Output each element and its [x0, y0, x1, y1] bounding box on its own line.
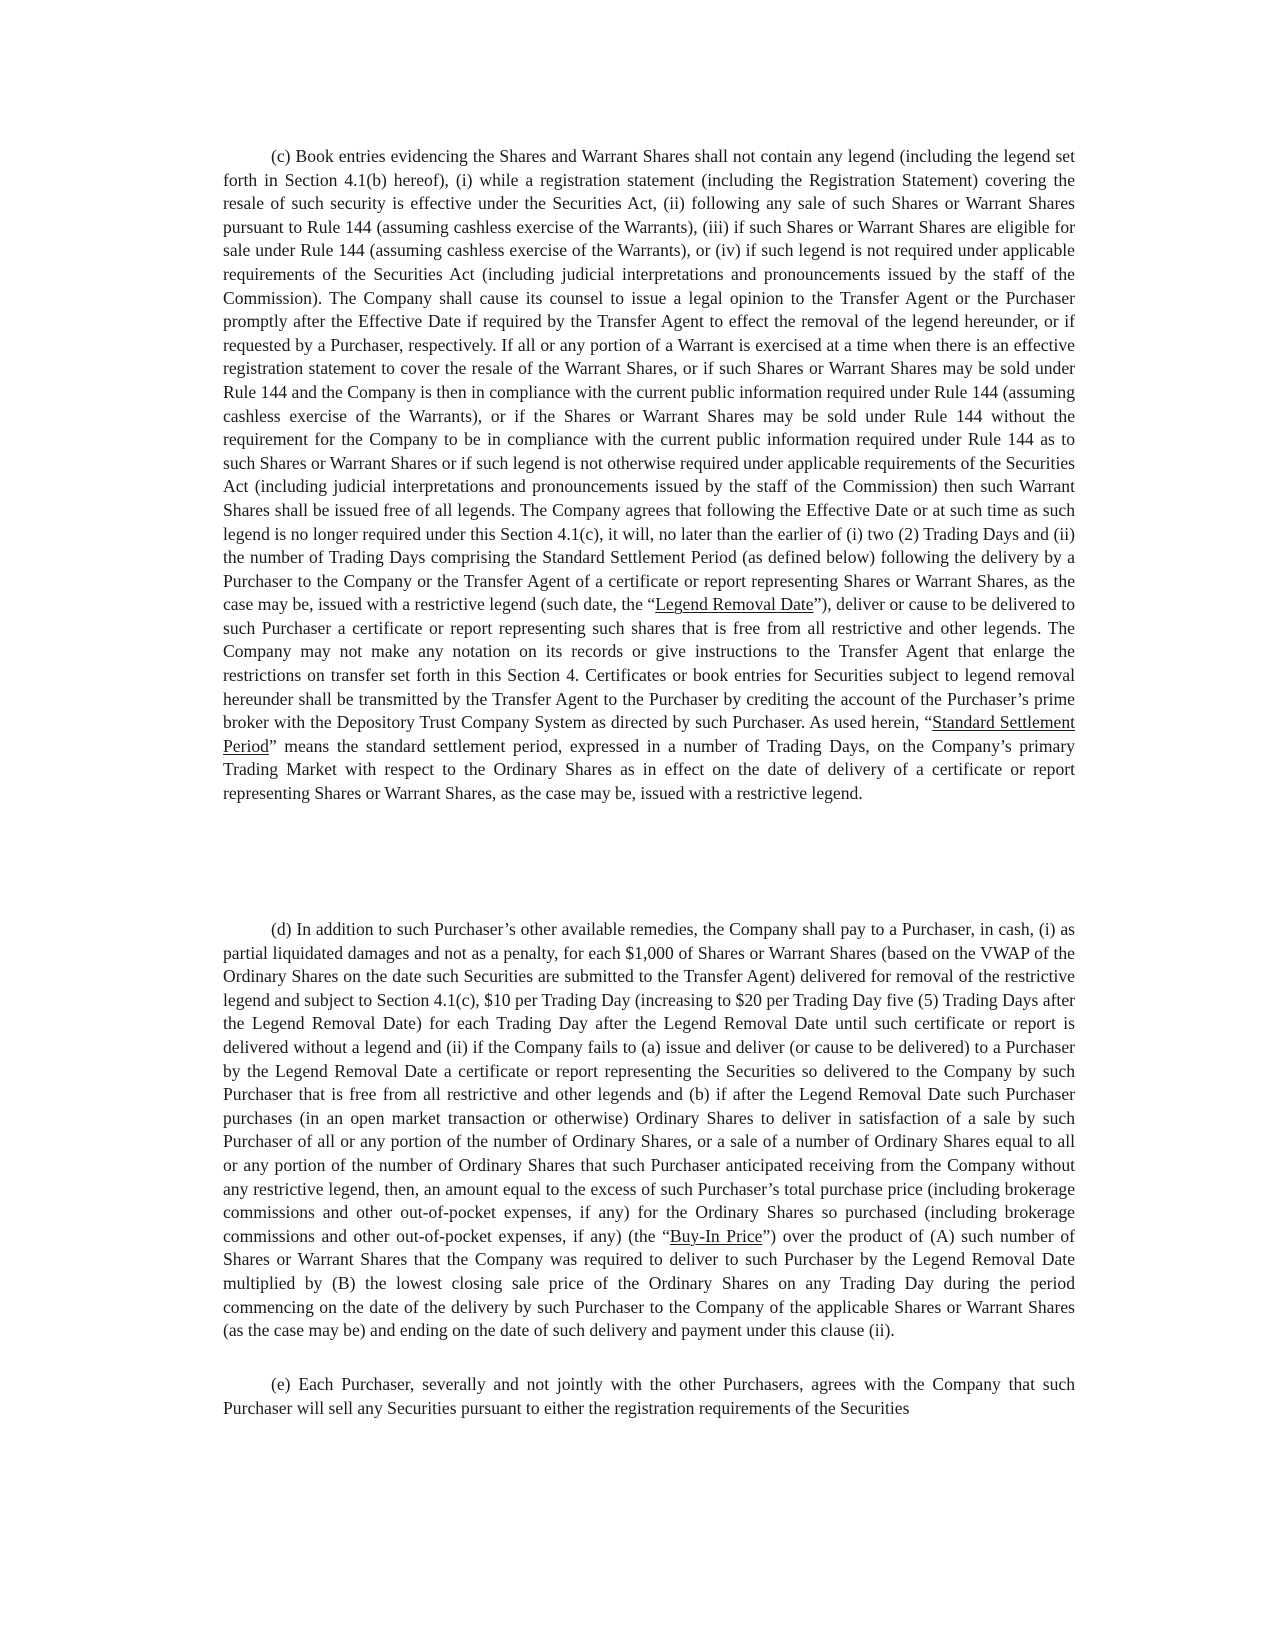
paragraph-c-part-2: ”), deliver or cause to be delivered to such Purchaser a certificate or report representing such shares that is free from all restrictive and other legends. The Company may not make any notation on its records or give instructions to the Transfer Agent that enlarge the restrictions on transfer set forth in this Section 4. Certificates or book entries for Securities subject to legend removal hereunder shall be transmitted by the Transfer Agent to the Purchaser by crediting the account of the Purchaser’s prime broker with the Depository Trust Company System as directed by such Purchaser. As used herein, “: [223, 594, 1075, 733]
defined-term-buy-in-price: Buy-In Price: [669, 1225, 763, 1246]
paragraph-d-text: [223, 918, 1075, 1343]
paragraph-c: [223, 145, 1075, 806]
paragraph-c-part-3: ” means the standard settlement period, expressed in a number of Trading Days, on the Company’s primary Trading Market with respect to the Ordinary Shares as in effect on the date of delivery of a certificate or report representing Shares or Warrant Shares, as the case may be, issued with a restrictive legend.: [223, 735, 1075, 804]
paragraph-d-part-2: ”) over the product of (A) such number of Shares or Warrant Shares that the Company was required to deliver to such Purchaser by the Legend Removal Date multiplied by (B) the lowest closing sale price of the Ordinary Shares on any Trading Day during the period commencing on the date of the delivery by such Purchaser to the Company of the applicable Shares or Warrant Shares (as the case may be) and ending on the date of such delivery and payment under this clause (ii).: [223, 1225, 1075, 1341]
paragraph-e-part-1: (e) Each Purchaser, severally and not jointly with the other Purchasers, agrees with the Company that such Purchaser will sell any Securities pursuant to either the registration requirements of the Securities: [223, 1374, 1075, 1418]
paragraph-c-text: [223, 145, 1075, 806]
paragraph-e-text: [223, 1373, 1075, 1420]
paragraph-d-part-1: (d) In addition to such Purchaser’s other available remedies, the Company shall pay to a Purchaser, in cash, (i) as partial liquidated damages and not as a penalty, for each $1,000 of Shares or Warrant Shares (based on the VWAP of the Ordinary Shares on the date such Securities are submitted to the Transfer Agent) delivered for removal of the restrictive legend and subject to Section 4.1(c), $10 per Trading Day (increasing to $20 per Trading Day five (5) Trading Days after the Legend Removal Date) for each Trading Day after the Legend Removal Date until such certificate or report is delivered without a legend and (ii) if the Company fails to (a) issue and deliver (or cause to be delivered) to a Purchaser by the Legend Removal Date a certificate or report representing the Securities so delivered to the Company by such Purchaser that is free from all restrictive and other legends and (b) if after the Legend Removal Date such Purchaser purchases (in an open market transaction or otherwise) Ordinary Shares to deliver in satisfaction of a sale by such Purchaser of all or any portion of the number of Ordinary Shares, or a sale of a number of Ordinary Shares equal to all or any portion of the number of Ordinary Shares that such Purchaser anticipated receiving from the Company without any restrictive legend, then, an amount equal to the excess of such Purchaser’s total purchase price (including brokerage commissions and other out-of-pocket expenses, if any) for the Ordinary Shares so purchased (including brokerage commissions and other out-of-pocket expenses, if any) (the “: [223, 919, 1075, 1246]
paragraph-c-part-1: (c) Book entries evidencing the Shares and Warrant Shares shall not contain any legend (including the legend set forth in Section 4.1(b) hereof), (i) while a registration statement (including the Registration Statement) covering the resale of such security is effective under the Securities Act, (ii) following any sale of such Shares or Warrant Shares pursuant to Rule 144 (assuming cashless exercise of the Warrants), (iii) if such Shares or Warrant Shares are eligible for sale under Rule 144 (assuming cashless exercise of the Warrants), or (iv) if such legend is not required under applicable requirements of the Securities Act (including judicial interpretations and pronouncements issued by the staff of the Commission). The Company shall cause its counsel to issue a legal opinion to the Transfer Agent or the Purchaser promptly after the Effective Date if required by the Transfer Agent to effect the removal of the legend hereunder, or if requested by a Purchaser, respectively. If all or any portion of a Warrant is exercised at a time when there is an effective registration statement to cover the resale of the Warrant Shares, or if such Shares or Warrant Shares may be sold under Rule 144 and the Company is then in compliance with the current public information required under Rule 144 (assuming cashless exercise of the Warrants), or if the Shares or Warrant Shares may be sold under Rule 144 without the requirement for the Company to be in compliance with the current public information required under Rule 144 as to such Shares or Warrant Shares or if such legend is not otherwise required under applicable requirements of the Securities Act (including judicial interpretations and pronouncements issued by the staff of the Commission) then such Warrant Shares shall be issued free of all legends. The Company agrees that following the Effective Date or at such time as such legend is no longer required under this Section 4.1(c), it will, no later than the earlier of (i) two (2) Trading Days and (ii) the number of Trading Days comprising the Standard Settlement Period (as defined below) following the delivery by a Purchaser to the Company or the Transfer Agent of a certificate or report representing Shares or Warrant Shares, as the case may be, issued with a restrictive legend (such date, the “: [223, 146, 1075, 615]
defined-term-standard-settlement-period: Standard Settlement Period: [223, 712, 1076, 756]
defined-term-legend-removal-date: Legend Removal Date: [655, 594, 814, 615]
paragraph-e: [223, 1373, 1075, 1420]
paragraph-d: [223, 918, 1075, 1343]
